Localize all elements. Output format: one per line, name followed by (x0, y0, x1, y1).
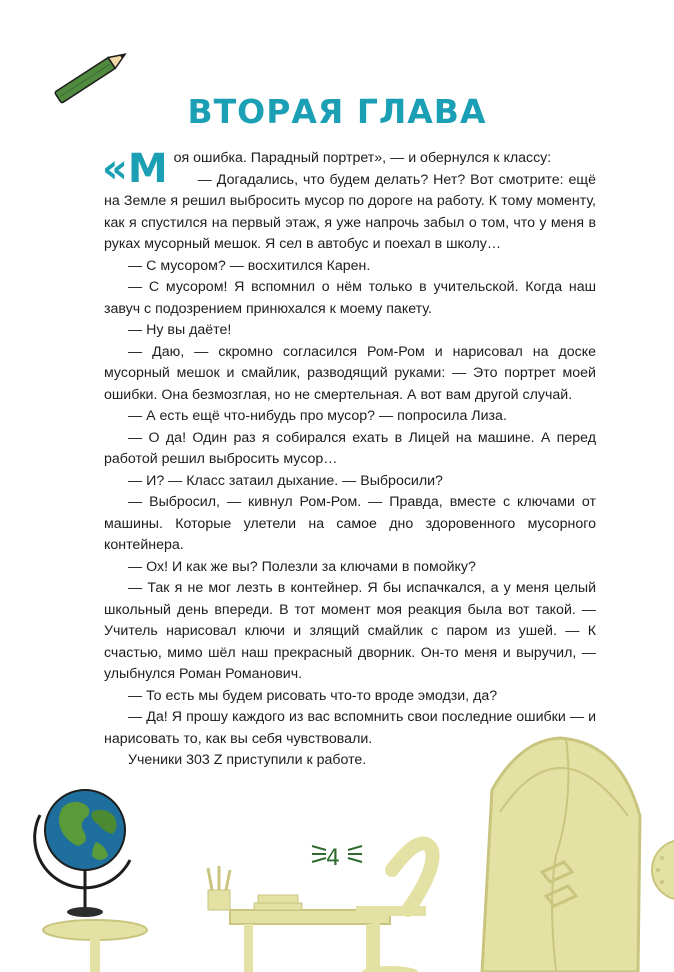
chapter-text (104, 148, 596, 772)
sparkle-left-icon (312, 846, 326, 862)
drop-cap: «М (102, 146, 168, 192)
page-number: 4 (326, 846, 340, 871)
sparkle-right-icon (348, 846, 362, 862)
paragraph: — Догадались, что будем делать? Нет? Вот смотрите: ещё на Земле я решил выбросить мусор по дороге на работу. К тому моменту, как я спустился на первый этаж, я уже напрочь забыл о том, что у меня в руках мусорный мешок. Я сел в автобус и поехал в школу… (104, 171, 596, 252)
paragraph: Ученики 303 Z приступили к работе. (128, 752, 367, 768)
first-paragraph-text: оя ошибка. Парадный портрет», — и обернулся к классу: (173, 150, 552, 166)
paragraph: — Ну вы даёте! (128, 322, 232, 338)
paragraph: — С мусором? — восхитился Карен. (128, 257, 371, 274)
cabinet (482, 738, 640, 972)
paragraph: — И? — Класс затаил дыхание. — Выбросили? (128, 472, 443, 489)
paragraph: — Так я не мог лезть в контейнер. Я бы испачкался, а у меня целый школьный день впереди. В тот момент моя реакция была вот такой. — Учитель нарисовал ключи и злящий смайлик с паром из ушей. — К счастью, мимо шёл наш прекрасный дворник. Он-то меня и выручил, — улыбнулся Роман Романович. (104, 580, 596, 682)
globe-icon (35, 790, 130, 917)
paragraph: — С мусором! Я вспомнил о нём только в учительской. Когда наш завуч с подозрением принюхался к моему пакету. (104, 279, 596, 317)
paragraph: — Даю, — скромно согласился Ром-Ром и нарисовал на доске мусорный мешок и смайлик, разводящий руками: — Это портрет моей ошибки. Она безмозглая, но не смертельная. А вот вам другой случай. (104, 343, 596, 403)
paragraph: — А есть ещё что-нибудь про мусор? — попросила Лиза. (128, 408, 507, 424)
chapter-title: ВТОРАЯ ГЛАВА (187, 92, 487, 131)
first-paragraph (102, 146, 596, 192)
paragraph: — Выбросил, — кивнул Ром-Ром. — Правда, вместе с ключами от машины. Которые улетели на самое дно здоровенного мусорного контейнера. (104, 494, 596, 553)
paragraph: — О да! Один раз я собирался ехать в Лицей на машине. А перед работой решил выбросить мусор… (104, 429, 596, 467)
paragraph: — Да! Я прошу каждого из вас вспомнить свои последние ошибки — и нарисовать то, как вы себя чувствовали. (104, 709, 596, 747)
paragraph: — Ох! И как же вы? Полезли за ключами в помойку? (128, 558, 476, 575)
side-table (43, 920, 147, 972)
desk (208, 866, 390, 972)
paragraph: — То есть мы будем рисовать что-то вроде эмодзи, да? (128, 687, 498, 704)
clock-icon (652, 840, 674, 900)
